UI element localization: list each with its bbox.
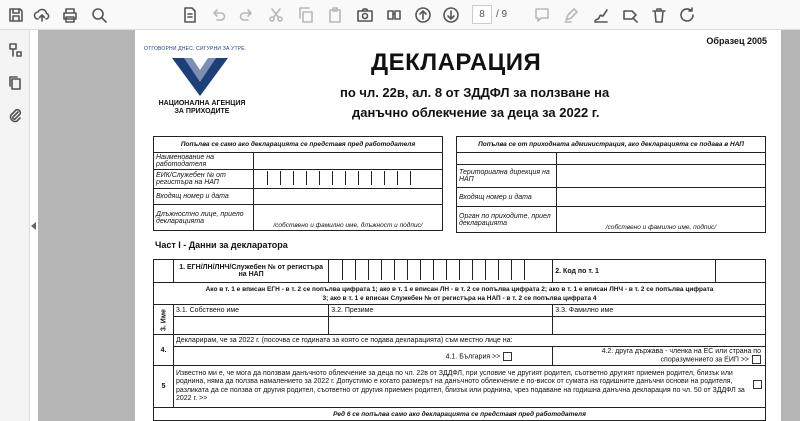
employer-incoming-label: Входящ номер и дата [154, 189, 254, 205]
screenshot-icon[interactable] [354, 4, 376, 26]
nap-logo [138, 44, 258, 128]
bulgaria-checkbox[interactable] [503, 352, 512, 361]
last-name-label: 3.3. Фамилно име [553, 305, 766, 317]
print-icon[interactable] [59, 4, 81, 26]
bookmark-tool-icon[interactable] [5, 40, 25, 60]
nap-incoming-field[interactable] [557, 188, 766, 207]
attachment-icon[interactable] [5, 105, 25, 125]
nap-table-header: Попълва се от приходната администрация, ако декларацията се подава в НАП [457, 137, 766, 153]
middle-name-field[interactable] [329, 317, 553, 335]
find-icon[interactable] [383, 4, 405, 26]
row4-number: 4. [154, 335, 174, 366]
nap-directorate-label: Териториална дирекция на НАП [457, 165, 557, 188]
employer-incoming-field[interactable] [254, 189, 443, 205]
employer-eik-label: ЕИК/Служебен № от регистъра на НАП [154, 170, 254, 189]
document-subtitle-1: по чл. 22в, ал. 8 от ЗДДФЛ за ползване на [340, 85, 610, 100]
id-number-label: 1. ЕГН/ЛН/ЛНЧ/Служебен № от регистъра на НАП [174, 260, 329, 283]
other-country-checkbox[interactable] [752, 355, 761, 364]
sample-number: Образец 2005 [706, 36, 767, 46]
nap-directorate-field[interactable] [557, 165, 766, 188]
row5-text: Известно ми е, че мога да ползвам данъчното облекчение за деца по чл. 22в от ЗДДФЛ, при условие че другият родител, съответно другият приемен родител, близък или роднина, няма да ползва намалението за 2022 г. Допустимо е когато размерът на данъчното облекчение е по-висок от сумата на годишните данъчни основи на родителя, разликата да се ползва от другия родител, съответно от другия приемен родител, близък или роднина, чрез подаване на годишна данъчна декларация по чл. 50 от ЗДДФЛ за 2022 г. >> [174, 366, 766, 408]
logo-emblem-icon [170, 56, 230, 98]
employer-table [153, 136, 443, 231]
document-title: ДЕКЛАРАЦИЯ [371, 49, 542, 76]
paste-icon[interactable] [324, 4, 346, 26]
nap-official-label: Орган по приходите, приел декларацията [457, 207, 557, 233]
prev-page-icon[interactable] [412, 4, 434, 26]
employer-name-field[interactable] [254, 153, 443, 170]
logo-slogan: ОТГОВОРНИ ДНЕС. СИГУРНИ ЗА УТРЕ. [144, 46, 247, 52]
row5-number: 5 [154, 366, 174, 408]
document-subtitle-2: данъчно облекчение за деца за 2022 г. [352, 105, 600, 120]
declarant-table [153, 259, 766, 421]
employer-official-label: Длъжностно лице, приело декларацията [154, 205, 254, 231]
nap-official-field[interactable]: /собствено и фамилно име, подпис/ [557, 207, 766, 233]
last-name-field[interactable] [553, 317, 766, 335]
employer-official-field[interactable]: /собствено и фамилно име, длъжност и подпис/ [254, 205, 443, 231]
refresh-icon[interactable] [676, 4, 698, 26]
next-page-icon[interactable] [440, 4, 462, 26]
logo-name: НАЦИОНАЛНА АГЕНЦИЯ ЗА ПРИХОДИТЕ [158, 100, 246, 115]
stamp-icon[interactable] [619, 4, 641, 26]
row4-bulgaria: 4.1. България >> [174, 347, 553, 366]
first-name-field[interactable] [174, 317, 329, 335]
undo-icon[interactable] [207, 4, 229, 26]
id-number-field[interactable] [329, 260, 553, 283]
left-sidebar [0, 30, 30, 421]
page-number-input[interactable]: 8 [472, 5, 492, 24]
id-code-field[interactable] [716, 260, 766, 283]
page-settings-icon[interactable] [179, 4, 201, 26]
upload-icon[interactable] [31, 4, 53, 26]
middle-name-label: 3.2. Презиме [329, 305, 553, 317]
document-viewer[interactable] [38, 30, 800, 421]
row4-text: Декларирам, че за 2022 г. (посочва се годината за която се подава декларацията) съм местно лице на: [174, 335, 766, 347]
comment-icon[interactable] [531, 4, 553, 26]
row4-other-country: 4.2. друга държава - членка на ЕС или страна по споразумението за ЕИП >> [553, 347, 766, 366]
cut-icon[interactable] [265, 4, 287, 26]
highlight-icon[interactable] [560, 4, 582, 26]
nap-incoming-label: Входящ номер и дата [457, 188, 557, 207]
save-icon[interactable] [5, 4, 27, 26]
employer-table-header: Попълва се само ако декларацията се представя пред работодателя [154, 137, 443, 153]
name-section-label: 3. Име [154, 305, 174, 335]
id-code-label: 2. Код по т. 1 [553, 260, 716, 283]
sign-icon[interactable] [590, 4, 612, 26]
nap-table [456, 136, 766, 233]
row5-checkbox[interactable] [753, 380, 762, 389]
delete-icon[interactable] [648, 4, 670, 26]
employer-eik-field[interactable] [254, 170, 443, 189]
id-code-note: Ако в т. 1 е вписан ЕГН - в т. 2 се попълва цифрата 1; ако в т. 1 е вписан ЛН - в т. 2 се попълва цифрата 2; ако в т. 1 е вписан ЛНЧ - в т. 2 се попълва цифрата 3; ако в т. 1 е вписан Служебен № от регистъра на НАП - в т. 2 се попълва цифрата 4 [154, 283, 766, 305]
pages-panel-icon[interactable] [5, 73, 25, 93]
redo-icon[interactable] [236, 4, 258, 26]
collapse-panel-arrow[interactable] [31, 222, 36, 230]
search-icon[interactable] [88, 4, 110, 26]
page-total: / 9 [496, 9, 508, 20]
toolbar [0, 0, 800, 30]
row6-note: Ред 6 се попълва само ако декларацията се представя пред работодателя [154, 408, 766, 421]
pdf-page [135, 30, 781, 421]
copy-icon[interactable] [295, 4, 317, 26]
employer-name-label: Наименование на работодателя [154, 153, 254, 170]
part1-title: Част I - Данни за декларатора [155, 240, 288, 250]
first-name-label: 3.1. Собствено име [174, 305, 329, 317]
